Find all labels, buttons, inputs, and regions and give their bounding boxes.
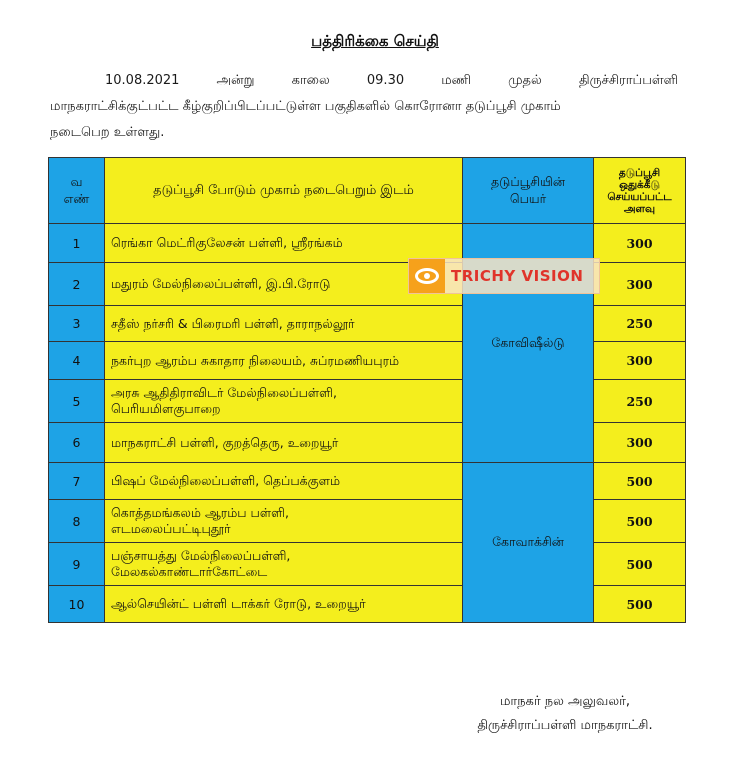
signature-designation: மாநகர் நல அலுவலர், [499, 694, 631, 709]
row-sno: 8 [49, 500, 105, 543]
row-place: மதுரம் மேல்நிலைப்பள்ளி, இ.பி.ரோடு [105, 263, 463, 306]
table-header-row [49, 158, 686, 224]
row-sno: 3 [49, 306, 105, 342]
row-place: பஞ்சாயத்து மேல்நிலைப்பள்ளி, மேலகல்காண்டார்கோட்டை [105, 543, 463, 586]
row-sno: 7 [49, 463, 105, 500]
header-sno: வ எண் [49, 158, 105, 224]
row-place: அரசு ஆதிதிராவிடர் மேல்நிலைப்பள்ளி, பெரியமிளகுபாறை [105, 380, 463, 423]
intro-word: முதல் [508, 73, 542, 88]
watermark-name: TRICHY VISION [451, 267, 584, 285]
row-sno: 6 [49, 423, 105, 463]
row-quantity: 500 [594, 500, 686, 543]
row-quantity: 500 [594, 463, 686, 500]
row-quantity: 300 [594, 224, 686, 263]
header-place: தடுப்பூசி போடும் முகாம் நடைபெறும் இடம் [105, 158, 463, 224]
row-sno: 9 [49, 543, 105, 586]
vaccine-name-covishield: கோவிஷீல்டு [463, 224, 594, 463]
intro-word: மணி [441, 73, 472, 88]
row-place: நகர்புற ஆரம்ப சுகாதார நிலையம், சுப்ரமணியபுரம் [105, 342, 463, 380]
intro-word: திருச்சிராப்பள்ளி [578, 73, 678, 88]
signature-organization: திருச்சிராப்பள்ளி மாநகராட்சி. [477, 718, 653, 733]
row-sno: 10 [49, 586, 105, 623]
row-quantity: 250 [594, 380, 686, 423]
intro-line-2: மாநகராட்சிக்குட்பட்ட கீழ்குறிப்பிடப்பட்டுள்ள பகுதிகளில் கொரோனா தடுப்பூசி முகாம் [50, 99, 561, 114]
row-sno: 4 [49, 342, 105, 380]
intro-time: 09.30 [366, 73, 405, 88]
intro-word: அன்று [216, 73, 255, 88]
trichy-vision-watermark [408, 258, 600, 294]
row-place: மாநகராட்சி பள்ளி, குறத்தெரு, உறையூர் [105, 423, 463, 463]
header-vaccine: தடுப்பூசியின் பெயர் [463, 158, 594, 224]
row-quantity: 300 [594, 263, 686, 306]
row-place: பிஷப் மேல்நிலைப்பள்ளி, தெப்பக்குளம் [105, 463, 463, 500]
row-sno: 2 [49, 263, 105, 306]
intro-date: 10.08.2021 [105, 73, 180, 88]
signature-block [450, 690, 680, 738]
vaccine-name-covaxin: கோவாக்சின் [463, 463, 594, 623]
intro-word: காலை [291, 73, 330, 88]
row-place: ஆல்செயின்ட் பள்ளி டாக்கர் ரோடு, உறையூர் [105, 586, 463, 623]
intro-line-3: நடைபெற உள்ளது. [50, 125, 165, 140]
row-quantity: 250 [594, 306, 686, 342]
table-row [49, 224, 686, 263]
row-quantity: 300 [594, 342, 686, 380]
intro-line-1 [50, 68, 678, 94]
row-sno: 1 [49, 224, 105, 263]
row-quantity: 300 [594, 423, 686, 463]
intro-paragraph [50, 68, 678, 146]
row-place: கொத்தமங்கலம் ஆரம்ப பள்ளி, எடமலைப்பட்டிபுதூர் [105, 500, 463, 543]
row-quantity: 500 [594, 586, 686, 623]
table-row [49, 463, 686, 500]
row-place: சதீஸ் நர்சரி & பிரைமரி பள்ளி, தாராநல்லூர் [105, 306, 463, 342]
row-sno: 5 [49, 380, 105, 423]
row-quantity: 500 [594, 543, 686, 586]
row-place: ரெங்கா மெட்ரிகுலேசன் பள்ளி, ஸ்ரீரங்கம் [105, 224, 463, 263]
page-title: பத்திரிக்கை செய்தி [311, 32, 439, 50]
vaccination-camp-table [48, 157, 686, 623]
header-quantity: தடுப்பூசி ஒதுக்கீடு செய்யப்பட்ட அளவு [594, 158, 686, 224]
eye-logo-icon [409, 259, 445, 293]
